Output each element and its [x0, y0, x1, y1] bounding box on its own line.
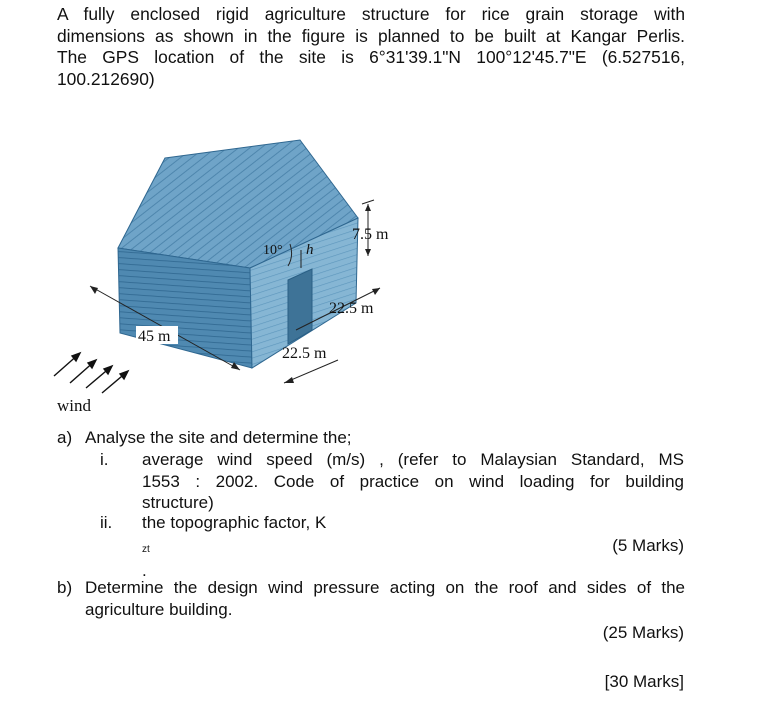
- wind-label: wind: [57, 396, 91, 415]
- half-width-front-label: 22.5 m: [282, 345, 327, 362]
- item-line: structure): [142, 493, 214, 512]
- question-b-text: [85, 577, 685, 620]
- h-label: h: [306, 242, 314, 258]
- intro-line: A fully enclosed rigid agriculture structure for rice grain storage with: [57, 4, 685, 24]
- wind-arrowhead: [104, 366, 112, 374]
- question-a: [57, 427, 352, 448]
- item-line: 1553 : 2002. Code of practice on wind loading for building: [142, 471, 684, 491]
- total-marks: [30 Marks]: [604, 672, 684, 691]
- item-line: the topographic factor, K $_{zt}$ .: [142, 513, 327, 580]
- kzt-subscript: zt: [142, 543, 150, 555]
- question-b-line: agriculture building.: [85, 599, 233, 619]
- intro-line: The GPS location of the site is 6°31'39.1"N 100°12'45.7"E (6.527516,: [57, 47, 685, 67]
- eave-height-label: 7.5 m: [352, 226, 389, 243]
- length-label: 45 m: [138, 328, 171, 345]
- question-b-line: Determine the design wind pressure acting on the roof and sides of the: [85, 578, 685, 597]
- item-text: [142, 449, 684, 514]
- item-number: i.: [100, 450, 109, 469]
- length-arrow-left: [90, 286, 98, 294]
- question-b-marks: (25 Marks): [602, 623, 684, 642]
- wind-arrowhead: [120, 371, 128, 379]
- building-figure: [50, 108, 450, 408]
- eave-height-tick: [362, 200, 374, 204]
- question-a-label: a): [57, 428, 73, 447]
- intro-paragraph: [57, 4, 685, 90]
- question-b-label: b): [57, 578, 73, 597]
- item-number: ii.: [100, 513, 113, 532]
- eave-arrow-up: [365, 204, 371, 211]
- side-wall: [118, 248, 252, 368]
- half-width-right-label: 22.5 m: [329, 300, 374, 317]
- half-width-front-arrow: [284, 377, 294, 383]
- question-a-marks: (5 Marks): [612, 536, 684, 555]
- item-line: average wind speed (m/s) , (refer to Malaysian Standard, MS: [142, 450, 684, 469]
- intro-line: 100.212690): [57, 68, 155, 89]
- roof-angle-label: 10°: [263, 243, 283, 258]
- intro-line: dimensions as shown in the figure is planned to be built at Kangar Perlis.: [57, 25, 685, 46]
- question-a-text: Analyse the site and determine the;: [85, 428, 352, 447]
- eave-arrow-down: [365, 249, 371, 256]
- item-text: [142, 512, 684, 582]
- question-a-item-i: [100, 449, 685, 515]
- wind-arrows: [54, 353, 128, 393]
